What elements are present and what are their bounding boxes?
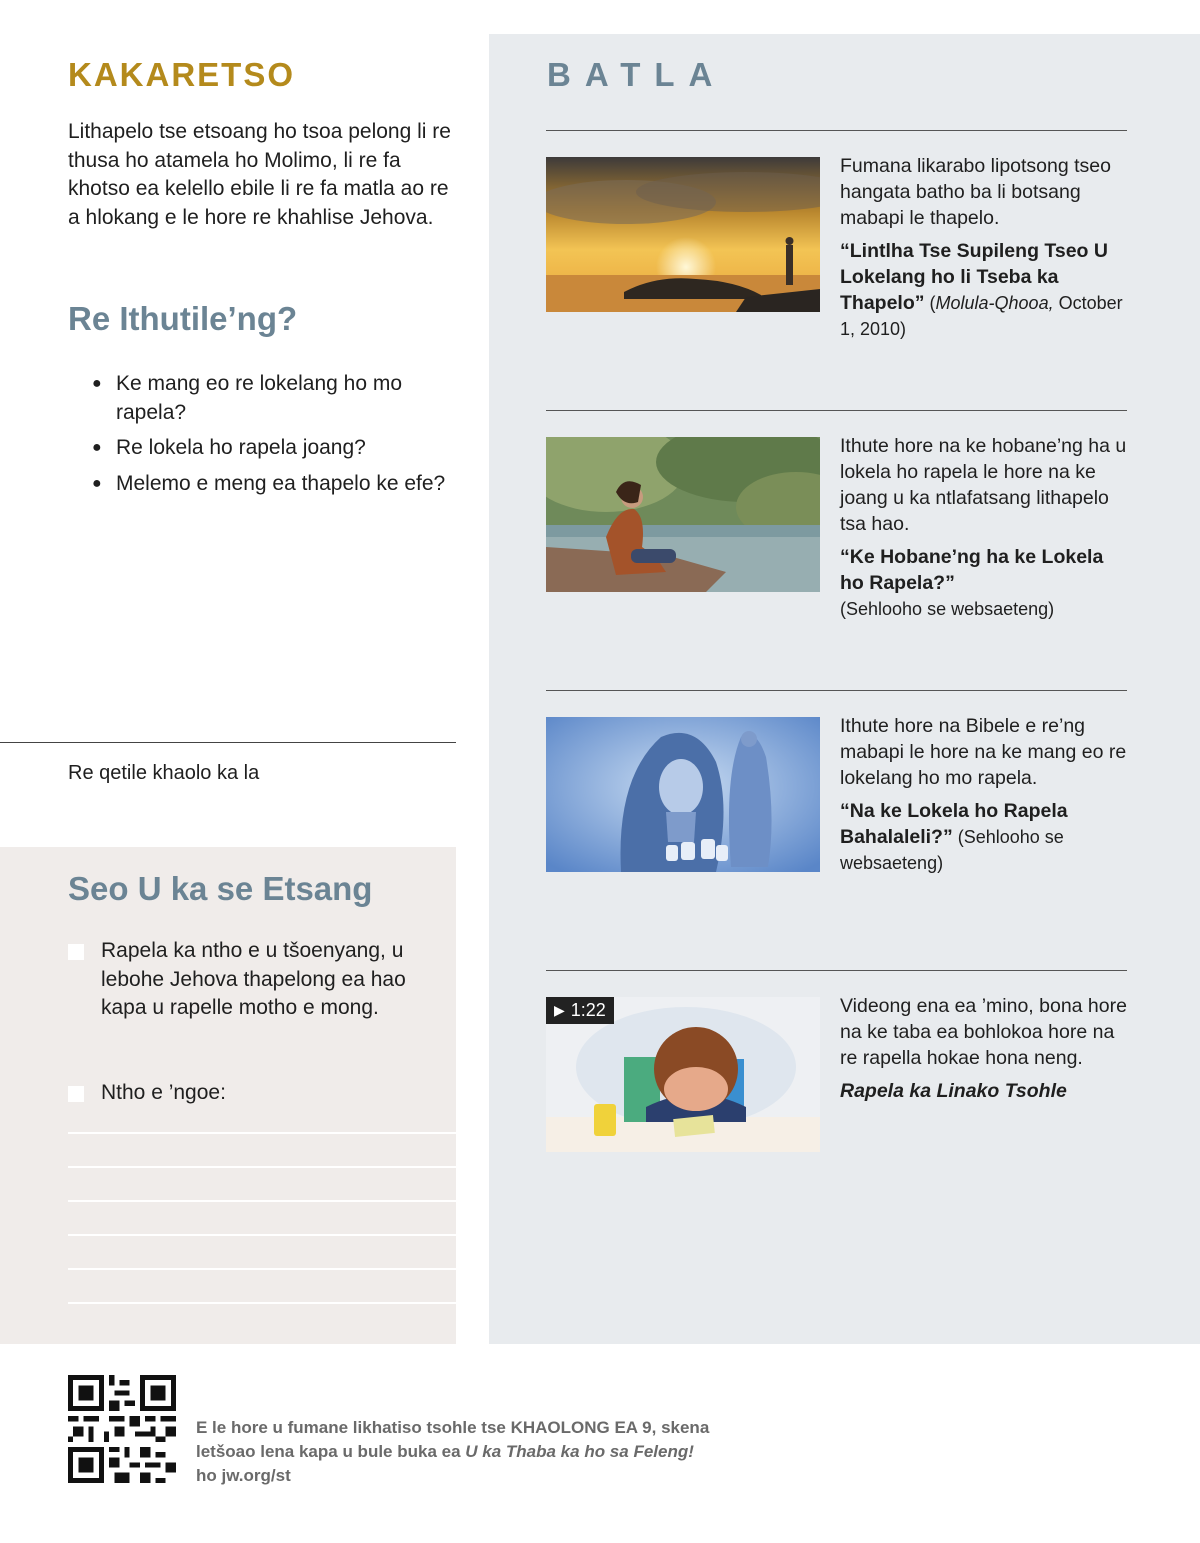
- divider: [546, 130, 1127, 131]
- try-item-text: Ntho e ’ngoe:: [101, 1081, 226, 1104]
- play-icon: ▶: [554, 1002, 565, 1018]
- footer-text-part: E le hore u fumane likhatiso tsohle tse KHAOLONG EA 9, skena letšoao lena kapa u bule buka ea: [196, 1418, 710, 1461]
- resource-source: (: [924, 293, 936, 313]
- resource-card: [840, 993, 1130, 1104]
- summary-title: KAKARETSO: [68, 56, 296, 93]
- resource-source-publication: Molula-Qhooa,: [935, 293, 1054, 313]
- write-in-line[interactable]: [68, 1132, 456, 1134]
- video-duration-badge[interactable]: [546, 997, 614, 1024]
- learned-item-text: Re lokela ho rapela joang?: [116, 436, 366, 459]
- footer-text: [196, 1416, 716, 1488]
- bullet-icon: ●: [92, 375, 102, 392]
- write-in-line[interactable]: [68, 1302, 456, 1304]
- divider: [0, 742, 456, 743]
- divider: [546, 970, 1127, 971]
- completed-date-label: Re qetile khaolo ka la: [68, 762, 260, 784]
- checkbox[interactable]: [68, 944, 84, 960]
- try-title: Seo U ka se Etsang: [68, 870, 373, 907]
- resource-description: Fumana likarabo lipotsong tseo hangata batho ba li botsang mabapi le thapelo.: [840, 155, 1111, 229]
- sunset-lake-photo[interactable]: [546, 157, 820, 312]
- resource-card: [840, 713, 1130, 876]
- try-item-text: Rapela ka ntho e u tšoenyang, u lebohe Jehova thapelong ea hao kapa u rapelle motho e mong.: [101, 939, 406, 1019]
- video-duration: 1:22: [570, 1000, 606, 1020]
- learned-title: Re Ithutile’ng?: [68, 300, 298, 337]
- summary-text: Lithapelo tse etsoang ho tsoa pelong li re thusa ho atamela ho Molimo, li re fa khotso ea kelello ebile li re fa matla ao re a hlokang e le hore re khahlise Jehova.: [68, 120, 451, 229]
- resource-link[interactable]: [840, 798, 1130, 876]
- write-in-line[interactable]: [68, 1166, 456, 1168]
- learned-item: [92, 370, 452, 427]
- qr-code-icon[interactable]: [67, 1375, 177, 1483]
- bullet-icon: ●: [92, 439, 102, 456]
- write-in-line[interactable]: [68, 1200, 456, 1202]
- resource-source-date: October 1, 2010): [840, 293, 1123, 339]
- resource-description: Videong ena ea ’mino, bona hore na ke taba ea bohlokoa hore na re rapella hokae hona neng.: [840, 995, 1127, 1069]
- woman-by-river-photo[interactable]: [546, 437, 820, 592]
- divider: [546, 690, 1127, 691]
- resource-description: Ithute hore na ke hobane’ng ha u lokela ho rapela le hore na ke joang u ka ntlafatsang lithapelo tsa hao.: [840, 435, 1127, 535]
- footer-link-text[interactable]: ho jw.org/st: [196, 1466, 291, 1485]
- learned-item-text: Ke mang eo re lokelang ho mo rapela?: [116, 372, 403, 424]
- book-title: U ka Thaba ka ho sa Feleng!: [465, 1442, 694, 1461]
- write-in-line[interactable]: [68, 1234, 456, 1236]
- resource-card: [840, 433, 1130, 622]
- woman-praying-to-statue-photo[interactable]: [546, 717, 820, 872]
- learned-item: [92, 470, 452, 499]
- checkbox[interactable]: [68, 1086, 84, 1102]
- learned-item-text: Melemo e meng ea thapelo ke efe?: [116, 471, 446, 495]
- resource-source: (Sehlooho se websaeteng): [840, 599, 1055, 619]
- learned-list: [92, 370, 452, 505]
- resource-description: Ithute hore na Bibele e re’ng mabapi le hore na ke mang eo re lokelang ho mo rapela.: [840, 715, 1127, 789]
- write-in-line[interactable]: [68, 1268, 456, 1270]
- learned-item: [92, 434, 452, 463]
- resource-title[interactable]: Rapela ka Linako Tsohle: [840, 1080, 1067, 1102]
- resource-title[interactable]: “Lintlha Tse Supileng Tseo U Lokelang ho li Tseba ka Thapelo”: [840, 240, 1108, 314]
- resource-link[interactable]: [840, 238, 1130, 342]
- resource-source: (Sehlooho se websaeteng): [840, 827, 1064, 873]
- resource-card: [840, 153, 1130, 342]
- resource-title[interactable]: “Na ke Lokela ho Rapela Bahalaleli?”: [840, 800, 1068, 848]
- resource-title[interactable]: “Ke Hobane’ng ha ke Lokela ho Rapela?”: [840, 546, 1104, 594]
- divider: [546, 410, 1127, 411]
- explore-title: BATLA: [547, 56, 727, 93]
- bullet-icon: ●: [92, 474, 102, 492]
- try-item: [68, 1079, 438, 1108]
- try-item: [68, 937, 438, 1023]
